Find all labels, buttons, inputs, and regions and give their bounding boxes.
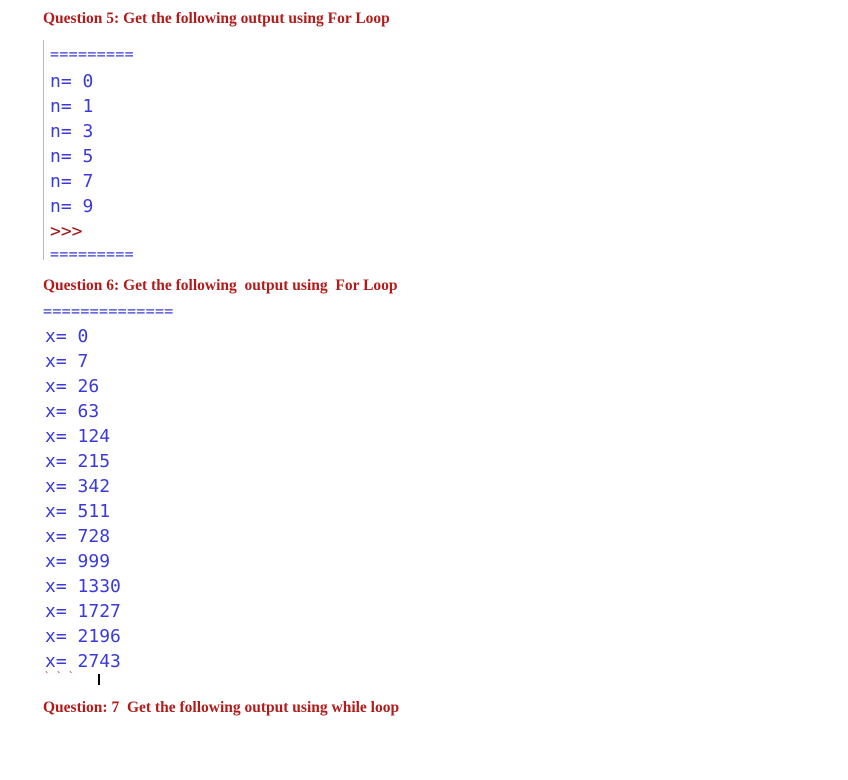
q5-output-console <box>43 40 184 263</box>
output-line <box>45 499 121 524</box>
output-value: 7 <box>77 351 89 372</box>
output-line <box>50 69 93 94</box>
output-line <box>50 119 93 144</box>
output-value: 124 <box>77 426 111 447</box>
output-label: x= <box>45 351 67 372</box>
output-value: 0 <box>77 326 89 347</box>
prompt-fragment: ` ` ` <box>44 671 75 682</box>
output-value: 2743 <box>77 651 121 672</box>
output-line <box>45 474 121 499</box>
output-value: 342 <box>77 476 111 497</box>
question-7-heading: Question: 7 Get the following output using while loop <box>43 699 400 716</box>
output-label: x= <box>45 501 67 522</box>
output-value: 5 <box>82 146 94 167</box>
output-line <box>45 524 121 549</box>
output-label: n= <box>50 146 72 167</box>
output-line <box>45 424 121 449</box>
output-value: 2196 <box>77 626 121 647</box>
q6-prompt-partial <box>44 671 104 684</box>
output-value: 9 <box>82 196 94 217</box>
output-line <box>45 549 121 574</box>
output-label: x= <box>45 626 67 647</box>
output-label: n= <box>50 121 72 142</box>
output-value: 999 <box>77 551 111 572</box>
output-line <box>45 399 121 424</box>
output-label: n= <box>50 171 72 192</box>
output-line <box>50 144 93 169</box>
output-line <box>45 449 121 474</box>
output-label: x= <box>45 651 67 672</box>
output-label: x= <box>45 401 67 422</box>
output-value: 728 <box>77 526 111 547</box>
output-label: x= <box>45 576 67 597</box>
output-value: 1330 <box>77 576 121 597</box>
output-line <box>45 349 121 374</box>
output-value: 511 <box>77 501 111 522</box>
output-label: n= <box>50 96 72 117</box>
output-line <box>50 94 93 119</box>
output-value: 1727 <box>77 601 121 622</box>
output-label: n= <box>50 196 72 217</box>
output-line <box>45 574 121 599</box>
question-5-heading: Question 5: Get the following output using For Loop <box>43 10 390 27</box>
separator-bottom: ========= <box>50 245 134 263</box>
output-value: 63 <box>77 401 100 422</box>
output-line <box>45 324 121 349</box>
q5-output-lines <box>50 69 93 244</box>
output-line <box>45 624 121 649</box>
output-line <box>50 194 93 219</box>
output-label: n= <box>50 71 72 92</box>
output-value: 0 <box>82 71 94 92</box>
separator-top: ============== <box>43 302 174 320</box>
output-label: x= <box>45 326 67 347</box>
output-label: x= <box>45 476 67 497</box>
output-label: x= <box>45 376 67 397</box>
output-line <box>45 599 121 624</box>
output-value: 3 <box>82 121 94 142</box>
question-6-heading: Question 6: Get the following output using For Loop <box>43 277 398 294</box>
output-label: x= <box>45 426 67 447</box>
output-value: 7 <box>82 171 94 192</box>
output-label: x= <box>45 551 67 572</box>
shell-prompt: >>> <box>50 221 83 242</box>
output-value: 1 <box>82 96 94 117</box>
output-label: x= <box>45 526 67 547</box>
output-label: x= <box>45 451 67 472</box>
q6-output-lines <box>45 324 121 674</box>
text-cursor <box>98 674 100 685</box>
separator-top: ========= <box>50 45 134 63</box>
output-value: 215 <box>77 451 111 472</box>
output-line <box>50 169 93 194</box>
output-line <box>45 374 121 399</box>
output-value: 26 <box>77 376 100 397</box>
output-label: x= <box>45 601 67 622</box>
